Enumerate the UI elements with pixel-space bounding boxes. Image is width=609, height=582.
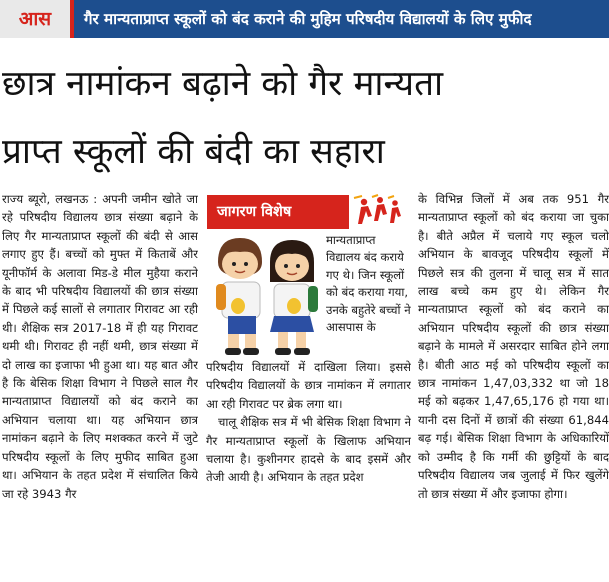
article-paragraph: परिषदीय विद्यालयों में दाखिला लिया। इससे परिषदीय विद्यालयों के छात्र नामांकन में लगातार आ रही गिरावट पर ब्रेक लगा था। [206, 360, 411, 411]
article-paragraph: मान्यताप्राप्त विद्यालय बंद कराये गए थे। जिन स्कूलों को बंद कराया गया, उनके बहुतेरे बच्चों ने आसपास के [326, 233, 411, 335]
headline-line-1: छात्र नामांकन बढ़ाने को गैर मान्यता [2, 64, 444, 104]
headline [2, 50, 606, 186]
running-figures-icon [350, 194, 406, 230]
jagran-vishesh-badge [207, 195, 349, 229]
article-paragraph: के विभिन्न जिलों में अब तक 951 गैर मान्यताप्राप्त स्कूलों को बंद कराया जा चुका है। बीते अप्रैल में चलाये गए स्कूल चलो अभियान के बावजूद परिषदीय स्कूलों में पिछले सत्र की तुलना में चालू सत्र में सात लाख बच्चे कम हुए थे। लेकिन गैर मान्यताप्राप्त स्कूलों को बंद कराने का अभियान परिषदीय स्कूलों की छात्र संख्या बढ़ाने के मामले में असरदार साबित होने लगा है। बीती आठ मई को परिषदीय स्कूलों का छात्र नामांकन 1,47,03,332 था जो 18 मई को बढ़कर 1,47,65,176 हो गया था। यानी दस दिनों में छात्रों की संख्या 61,844 बढ़ गई। बेसिक शिक्षा विभाग के अधिकारियों को उम्मीद है कि गर्मी की छुट्टियों के बाद परिषदीय विद्यालय जब जुलाई में फिर खुलेंगे तो छात्र संख्या में और इजाफा होगा। [418, 192, 609, 501]
article-paragraph [206, 413, 411, 487]
kicker-line: गैर मान्यताप्राप्त स्कूलों को बंद कराने की मुहिम परिषदीय विद्यालयों के लिए मुफीद [84, 10, 532, 28]
school-children-illustration [210, 232, 322, 358]
article-column-1 [2, 190, 198, 582]
article-paragraph: राज्य ब्यूरो, लखनऊ : अपनी जमीन खोते जा रहे परिषदीय विद्यालय छात्र संख्या बढ़ाने के लिए गैर मान्यताप्राप्त स्कूलों की बंदी से आस लगाए हुए हैं। बच्चों को मुफ्त में किताबें और यूनीफॉर्म के अलावा मिड-डे मील मुहैया कराने के बाद भी परिषदीय विद्यालयों की छात्र संख्या में पिछले कई सालों से लगातार गिरावट आ रही थी। शैक्षिक सत्र 2017-18 में ही यह गिरावट थमी थी। गिरावट ही नहीं थमी, छात्र संख्या में दो लाख का इजाफा भी हुआ था। यह बात और है कि बेसिक शिक्षा विभाग ने पिछले साल गैर मान्यताप्राप्त विद्यालयों को बंद कराने का अभियान चलाया था। यह अभियान छात्र नामांकन बढ़ाने के लिए मशक्कत करने में जुटे परिषदीय स्कूलों के लिए मुफीद साबित हुआ था। अभियान के तहत प्रदेश में संचालित किये जा रहे 3943 गैर [2, 192, 198, 501]
headline-line-2: प्राप्त स्कूलों की बंदी का सहारा [2, 132, 385, 172]
article-column-2-side [326, 232, 411, 360]
article-column-3 [418, 190, 609, 582]
section-header-bar [0, 0, 609, 38]
section-label: आस [0, 0, 74, 38]
article-column-2 [206, 358, 411, 582]
badge-label: जागरण विशेष [217, 204, 292, 220]
article-paragraph-text: चालू शैक्षिक सत्र में भी बेसिक शिक्षा विभाग ने गैर मान्यताप्राप्त स्कूलों के खिलाफ अभियान चलाया है। कुशीनगर हादसे के बाद इसमें और तेजी आयी है। अभियान के तहत प्रदेश [206, 415, 411, 485]
